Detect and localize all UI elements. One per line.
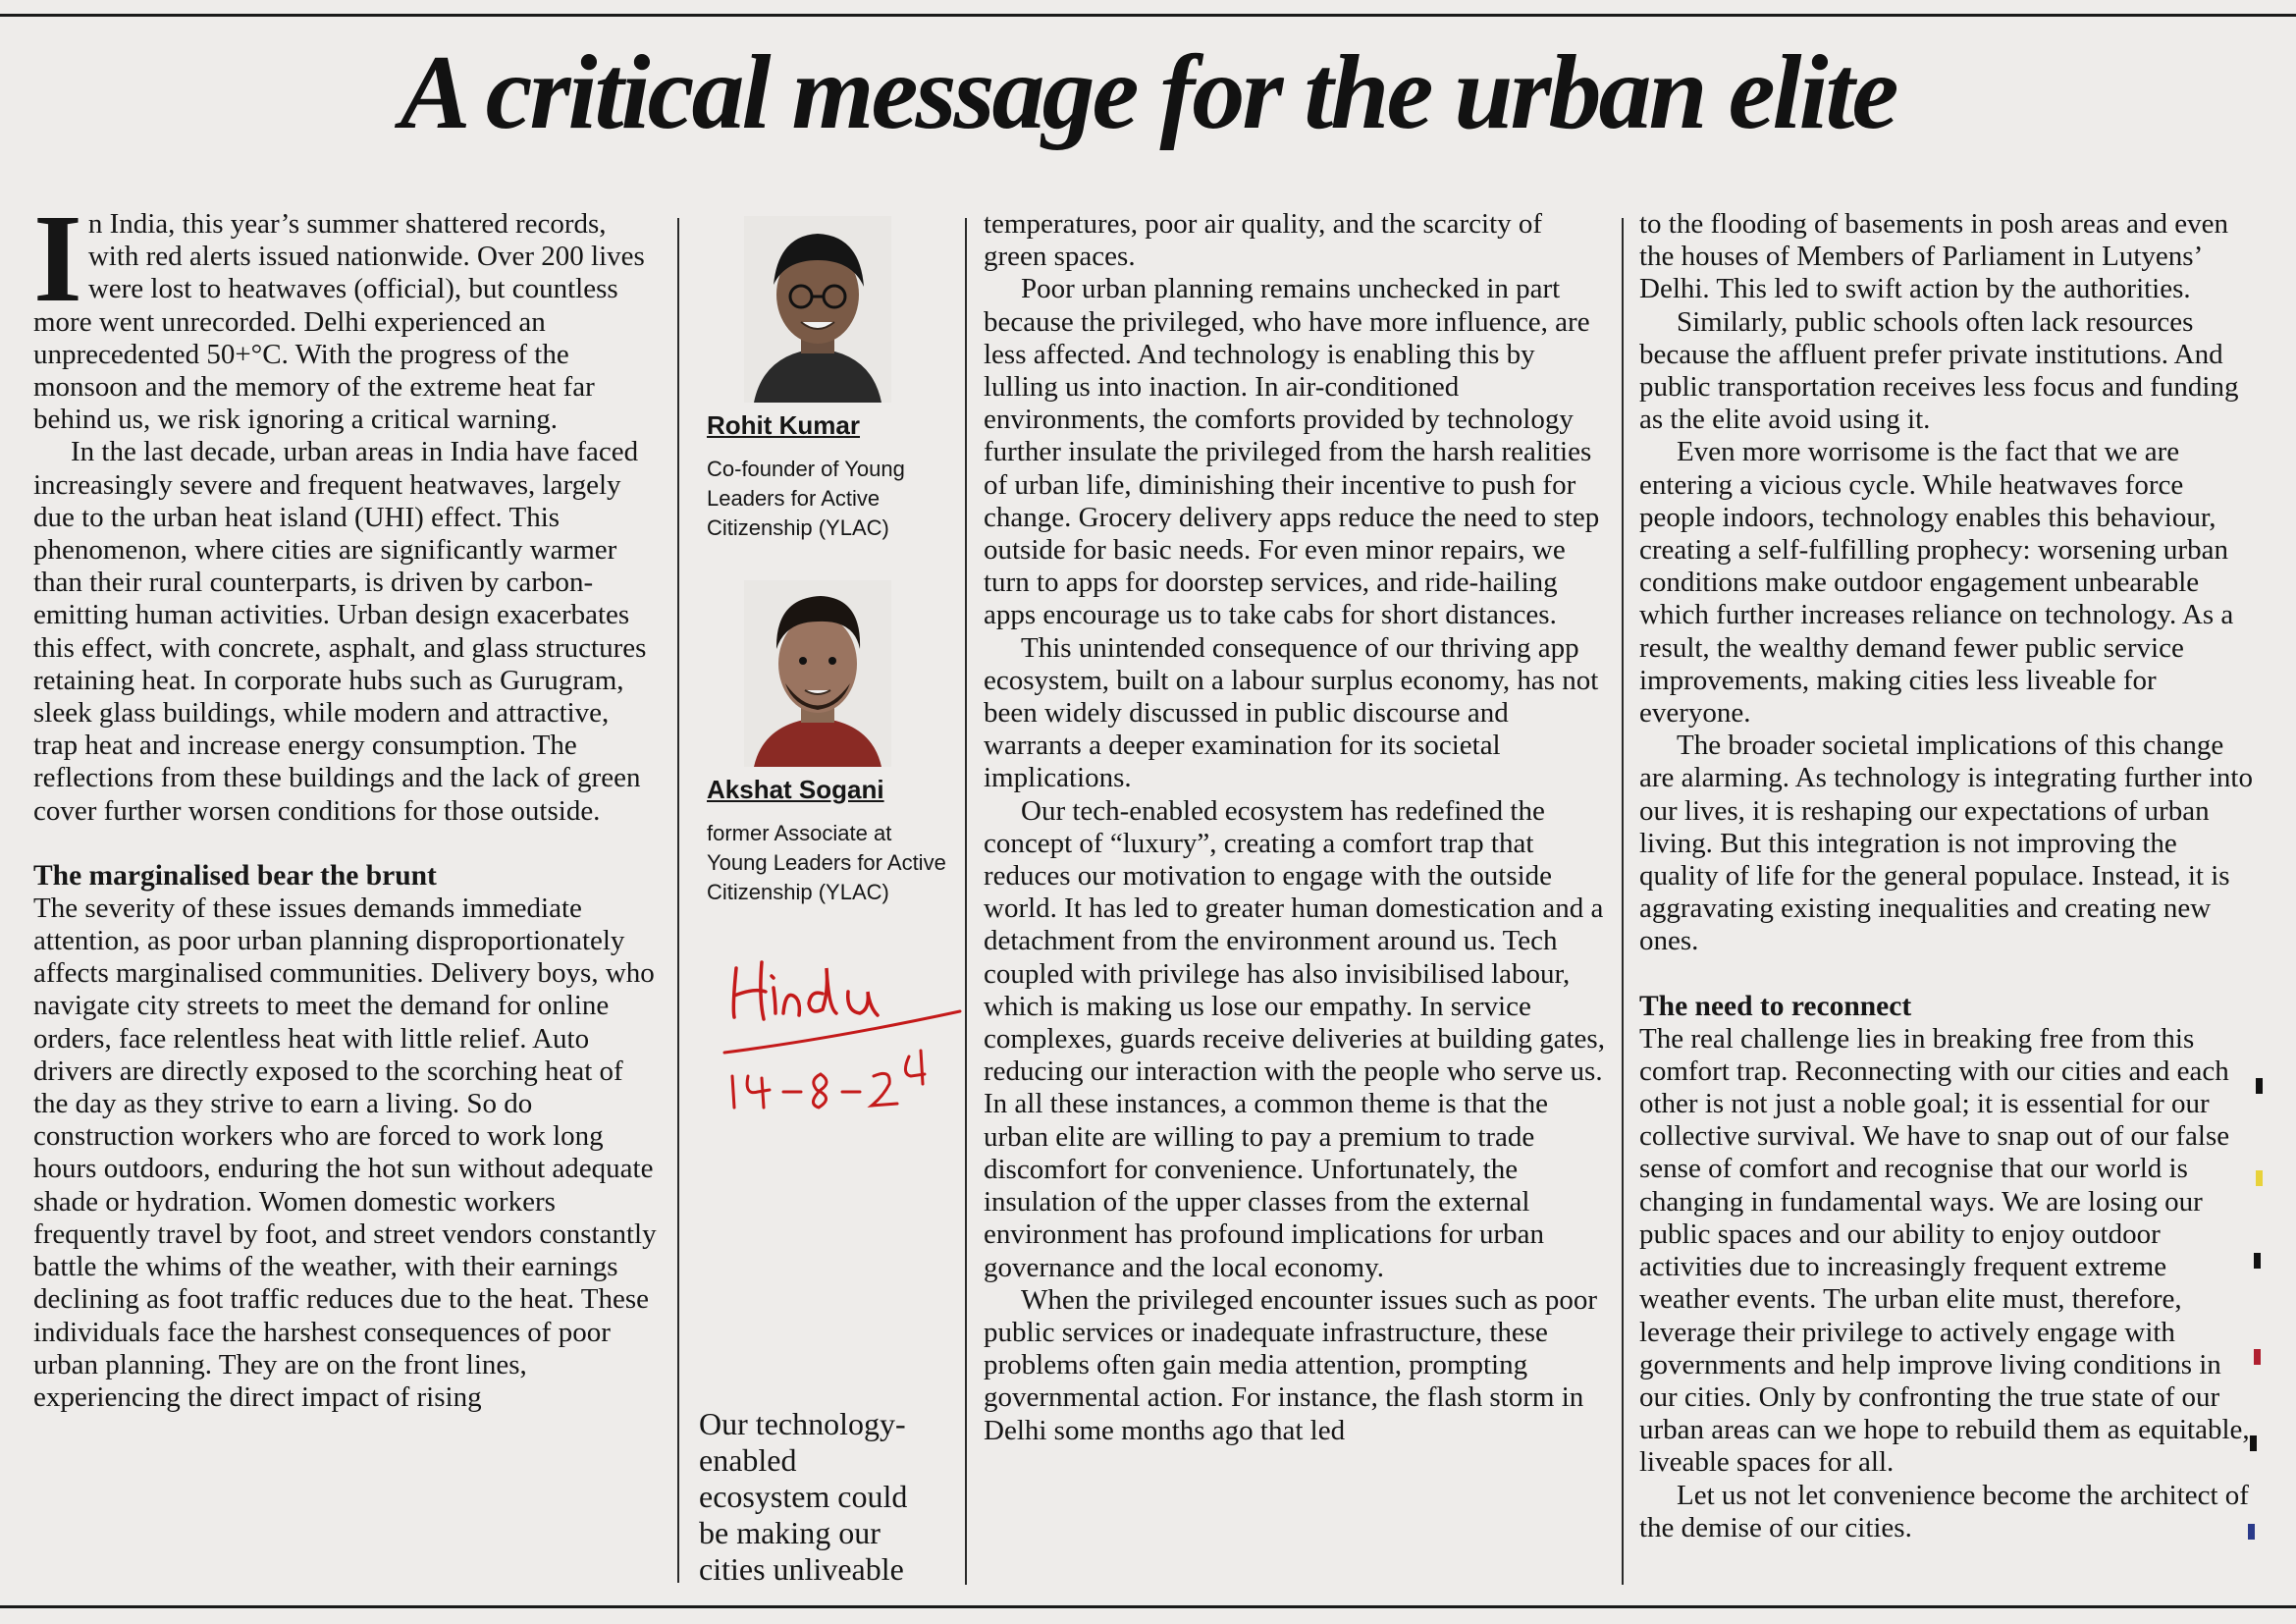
headline: A critical message for the urban elite	[400, 34, 1896, 151]
bottom-rule	[0, 1605, 2296, 1608]
paragraph-text: n India, this year’s summer shattered records, with red alerts issued nationwide. Over 200 lives were lost to heatwaves (official), but countless more went unrecorded. Delhi experienced an unprecedented 50+°C. With the progress of the monsoon and the memory of the extreme heat far behind us, we risk ignoring a critical warning.	[33, 208, 645, 436]
author-role-1: Co-founder of Young Leaders for Active Citizenship (YLAC)	[707, 457, 905, 540]
paragraph: This unintended consequence of our thriving app ecosystem, built on a labour surplus economy, has not been widely discussed in public discourse and warrants a deeper examination for its societal implications.	[984, 631, 1599, 794]
author-name-1: Rohit Kumar	[707, 410, 860, 440]
top-rule	[0, 14, 2296, 17]
handwritten-annotation	[715, 948, 970, 1125]
paragraph: to the flooding of basements in posh areas and even the houses of Members of Parliament in Lutyens’ Delhi. This led to swift action by the authorities.	[1639, 208, 2228, 305]
column-1	[33, 189, 658, 1414]
column-3	[984, 208, 1608, 1447]
registration-mark	[2248, 1524, 2255, 1540]
author-name-2: Akshat Sogani	[707, 775, 884, 804]
paragraph: The severity of these issues demands immediate attention, as poor urban planning disproportionately affects marginalised communities. Delivery boys, who navigate city streets to meet the demand for online orders, face relentless heat with little relief. Auto drivers are directly exposed to the scorching heat of the day as they strive to earn a living. So do construction workers who are forced to work long hours outdoors, enduring the hot sun without adequate shade or hydration. Women domestic workers frequently travel by foot, and street vendors constantly battle the whims of the weather, with their earnings declining as foot traffic reduces due to the heat. These individuals face the harshest consequences of poor urban planning. They are on the front lines, experiencing the direct impact of rising	[33, 892, 657, 1413]
column-4	[1639, 208, 2258, 1544]
paragraph: The broader societal implications of this change are alarming. As technology is integrating further into our lives, it is reshaping our expectations of urban living. But this integration is not improving the quality of life for the general populace. Instead, it is aggravating existing inequalities and creating new ones.	[1639, 730, 2253, 957]
paragraph: Similarly, public schools often lack resources because the affluent prefer private institutions. And public transportation receives less focus and funding as the elite avoid using it.	[1639, 305, 2239, 436]
paragraph: The real challenge lies in breaking free from this comfort trap. Reconnecting with our cities and each other is not just a noble goal; it is essential for our collective survival. We have to snap out of our false sense of comfort and recognise that our world is changing in fundamental ways. We are losing our public spaces and our ability to enjoy outdoor activities due to increasingly frequent extreme weather events. The urban elite must, therefore, leverage their privilege to actively engage with governments and help improve living conditions in our cities. Only by confronting the true state of our urban areas can we hope to rebuild them as equitable, liveable spaces for all.	[1639, 1022, 2250, 1479]
author-role-2: former Associate at Young Leaders for Active Citizenship (YLAC)	[707, 821, 946, 904]
author-portrait-icon	[744, 216, 891, 403]
column-rule	[677, 218, 679, 1583]
pull-quote: Our technology-enabled ecosystem could be making our cities unliveable	[699, 1406, 908, 1587]
registration-mark	[2256, 1078, 2263, 1094]
drop-cap: I	[33, 189, 82, 328]
paragraph: In the last decade, urban areas in India have faced increasingly severe and frequent heatwaves, largely due to the urban heat island (UHI) effect. This phenomenon, where cities are significantly warmer than their rural counterparts, is driven by carbon-emitting human activities. Urban design exacerbates this effect, with concrete, asphalt, and glass structures retaining heat. In corporate hubs such as Gurugram, sleek glass buildings, while modern and attractive, trap heat and increase energy consumption. The reflections from these buildings and the lack of green cover further worsen conditions for those outside.	[33, 436, 647, 827]
column-rule	[1622, 218, 1624, 1585]
author-sidebar	[707, 216, 952, 907]
registration-mark	[2254, 1349, 2261, 1365]
registration-mark	[2250, 1435, 2257, 1451]
paragraph: Poor urban planning remains unchecked in part because the privileged, who have more influence, are less affected. And technology is enabling this by lulling us into inaction. In air-conditioned environments, the comforts provided by technology further insulate the privileged from the harsh realities of urban life, diminishing their incentive to push for change. Grocery delivery apps reduce the need to step outside for basic needs. For even minor repairs, we turn to apps for doorstep services, and ride-hailing apps encourage us to take cabs for short distances.	[984, 273, 1600, 631]
author-photo-rohit	[744, 216, 891, 403]
paragraph-intro	[33, 189, 658, 436]
paragraph: Let us not let convenience become the architect of the demise of our cities.	[1639, 1479, 2249, 1543]
paragraph: When the privileged encounter issues such as poor public services or inadequate infrastructure, these problems often gain media attention, prompting governmental action. For instance, the flash storm in Delhi some months ago that led	[984, 1283, 1598, 1446]
paragraph: Our tech-enabled ecosystem has redefined the concept of “luxury”, creating a comfort trap that reduces our motivation to engage with the outside world. It has led to greater human domestication and a detachment from the environment around us. Tech coupled with privilege has also invisibilised labour, which is making us lose our empathy. In service complexes, guards receive deliveries at building gates, reducing our interaction with the people who serve us. In all these instances, a common theme is that the urban elite are willing to pay a premium to trade discomfort for convenience. Unfortunately, the insulation of the upper classes from the external environment has profound implications for urban governance and the local economy.	[984, 794, 1605, 1283]
subheading-marginalised: The marginalised bear the brunt	[33, 859, 437, 892]
registration-mark	[2254, 1253, 2261, 1269]
paragraph: temperatures, poor air quality, and the scarcity of green spaces.	[984, 208, 1543, 273]
subheading-reconnect: The need to reconnect	[1639, 990, 1912, 1022]
author-photo-akshat	[744, 580, 891, 767]
paragraph: Even more worrisome is the fact that we are entering a vicious cycle. While heatwaves force people indoors, technology enables this behaviour, creating a self-fulfilling prophecy: worsening urban conditions make outdoor engagement unbearable which further increases reliance on technology. As a result, the wealthy demand fewer public service improvements, making cities less liveable for everyone.	[1639, 436, 2234, 730]
column-rule	[965, 218, 967, 1585]
registration-mark	[2256, 1170, 2263, 1186]
author-portrait-icon	[744, 580, 891, 767]
